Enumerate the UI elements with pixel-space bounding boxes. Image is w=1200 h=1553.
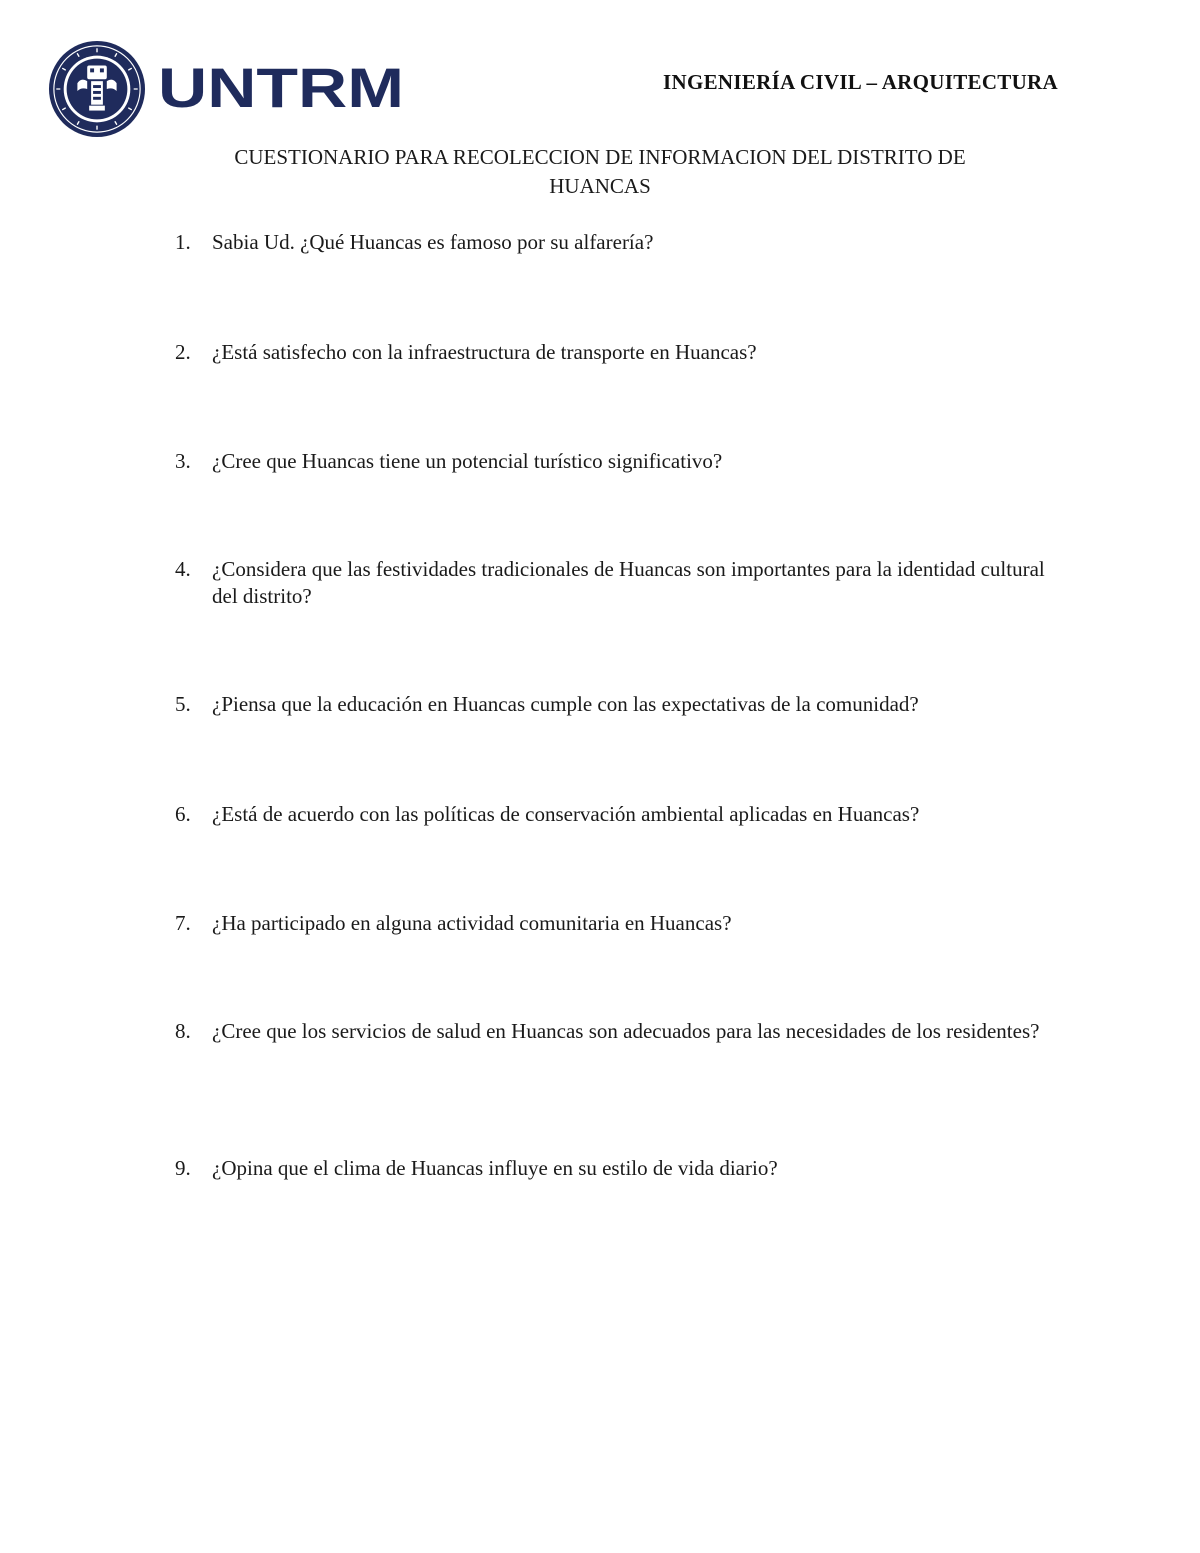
question-text: ¿Está de acuerdo con las políticas de conservación ambiental aplicadas en Huancas? — [212, 802, 920, 826]
question-text: ¿Está satisfecho con la infraestructura de transporte en Huancas? — [212, 340, 757, 364]
question-number: 2. — [175, 340, 191, 364]
title-line-2: HUANCAS — [549, 174, 651, 198]
question-item-4 — [175, 556, 1045, 610]
question-item-1 — [175, 229, 1045, 256]
question-text: ¿Cree que los servicios de salud en Huancas son adecuados para las necesidades de los residentes? — [212, 1019, 1040, 1043]
question-item-6 — [175, 801, 1045, 828]
question-item-7 — [175, 910, 1045, 937]
document-title — [140, 143, 1060, 201]
question-number: 3. — [175, 449, 191, 473]
question-number: 5. — [175, 692, 191, 716]
question-text: ¿Considera que las festividades tradicionales de Huancas son importantes para la identidad cultural del distrito? — [212, 557, 1045, 608]
department-heading: INGENIERÍA CIVIL – ARQUITECTURA — [663, 70, 1058, 94]
untrm-wordmark — [158, 62, 406, 114]
question-number: 4. — [175, 557, 191, 581]
question-text: Sabia Ud. ¿Qué Huancas es famoso por su alfarería? — [212, 230, 654, 254]
question-text: ¿Ha participado en alguna actividad comunitaria en Huancas? — [212, 911, 732, 935]
university-seal-icon — [48, 40, 146, 138]
question-item-3 — [175, 448, 1045, 475]
question-text: ¿Cree que Huancas tiene un potencial turístico significativo? — [212, 449, 723, 473]
question-text: ¿Piensa que la educación en Huancas cumple con las expectativas de la comunidad? — [212, 692, 919, 716]
question-text: ¿Opina que el clima de Huancas influye en su estilo de vida diario? — [212, 1156, 778, 1180]
question-number: 1. — [175, 230, 191, 254]
title-line-1: CUESTIONARIO PARA RECOLECCION DE INFORMACION DEL DISTRITO DE — [234, 145, 966, 169]
university-name: UNTRM — [158, 62, 404, 114]
question-item-8 — [175, 1018, 1045, 1045]
question-number: 6. — [175, 802, 191, 826]
question-number: 7. — [175, 911, 191, 935]
question-number: 8. — [175, 1019, 191, 1043]
question-item-2 — [175, 339, 1045, 366]
question-item-5 — [175, 691, 1045, 718]
question-item-9 — [175, 1155, 1045, 1182]
question-number: 9. — [175, 1156, 191, 1180]
